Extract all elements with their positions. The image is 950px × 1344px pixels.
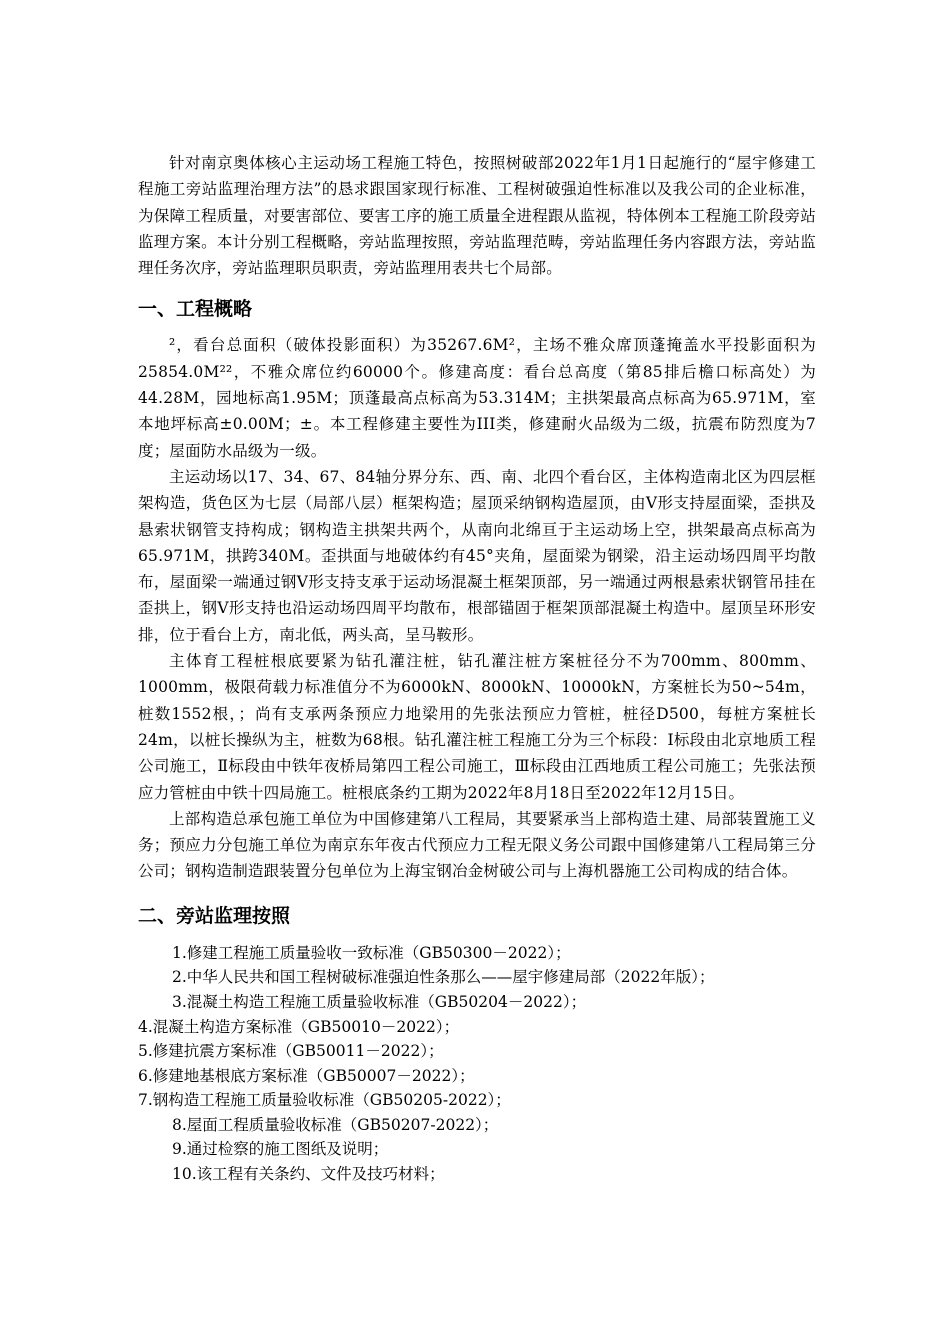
section-heading-basis: 二、旁站监理按照 bbox=[138, 904, 291, 927]
basis-list-item: 5.修建抗震方案标准（GB50011－2022）； bbox=[138, 1042, 444, 1061]
overview-paragraph: 上部构造总承包施工单位为中国修建第八工程局，其要紧承当上部构造土建、局部装置施工义务；预应力分包施工单位为南京东年夜古代预应力工程无限义务公司跟中国修建第八工程局第三分公司；钢构造制造跟装置分包单位为上海宝钢冶金树破公司与上海机器施工公司构成的结合体。 bbox=[138, 809, 816, 881]
intro-paragraph: 针对南京奥体核心主运动场工程施工特色，按照树破部2022年1月1日起施行的“屋宇修建工程施工旁站监理治理方法”的恳求跟国家现行标准、工程树破强迫性标准以及我公司的企业标准，为保障工程质量，对要害部位、要害工序的施工质量全进程跟从监视，特体例本工程施工阶段旁站监理方案。本计分别工程概略，旁站监理按照，旁站监理范畴，旁站监理任务内容跟方法，旁站监理任务次序，旁站监理职员职责，旁站监理用表共七个局部。 bbox=[138, 154, 816, 278]
basis-list-item: 6.修建地基根底方案标准（GB50007－2022）； bbox=[138, 1066, 475, 1085]
document-body bbox=[138, 150, 816, 1187]
basis-list-item: 9.通过检察的施工图纸及说明； bbox=[172, 1140, 389, 1159]
overview-paragraph: 主体育工程桩根底要紧为钻孔灌注桩，钻孔灌注桩方案桩径分不为700mm、800mm、1000mm，极限荷载力标准值分不为6000kN、8000kN、10000kN，方案桩长为50~54m，桩数1552根，；尚有支承两条预应力地梁用的先张法预应力管桩，桩径D500，每桩方案桩长24m，以桩长操纵为主，桩数为68根。钻孔灌注桩工程施工分为三个标段：Ⅰ标段由北京地质工程公司施工，Ⅱ标段由中铁年夜桥局第四工程公司施工，Ⅲ标段由江西地质工程公司施工；先张法预应力管桩由中铁十四局施工。桩根底条约工期为2022年8月18日至2022年12月15日。 bbox=[138, 652, 816, 802]
basis-list-item: 1.修建工程施工质量验收一致标准（GB50300－2022）； bbox=[172, 943, 571, 962]
overview-paragraph: 主运动场以17、34、67、84轴分界分东、西、南、北四个看台区，主体构造南北区为四层框架构造，货色区为七层（局部八层）框架构造；屋顶采纳钢构造屋顶，由V形支持屋面梁，歪拱及悬索状钢管支持构成；钢构造主拱架共两个，从南向北绵亘于主运动场上空，拱架最高点标高为65.971M，拱跨340M。歪拱面与地破体约有45°夹角，屋面梁为钢梁，沿主运动场四周平均散布，屋面梁一端通过钢V形支持支承于运动场混凝土框架顶部，另一端通过两根悬索状钢管吊挂在歪拱上，钢V形支持也沿运动场四周平均散布，根部锚固于框架顶部混凝土构造中。屋顶呈环形安排，位于看台上方，南北低，两头高，呈马鞍形。 bbox=[138, 467, 816, 644]
basis-list-item: 10.该工程有关条约、文件及技巧材料； bbox=[172, 1165, 445, 1184]
basis-list-item: 3.混凝土构造工程施工质量验收标准（GB50204－2022）； bbox=[172, 992, 587, 1011]
overview-paragraph: ²，看台总面积（破体投影面积）为35267.6M²，主场不雅众席顶蓬掩盖水平投影面积为25854.0M²²，不雅众席位约60000个。修建高度：看台总高度（第85排后檐口标高处）为44.28M，园地标高1.95M；顶蓬最高点标高为53.314M；主拱架最高点标高为65.971M，室本地坪标高±0.00M；±。本工程修建主要性为III类，修建耐火品级为二级，抗震布防烈度为7度；屋面防水品级为一级。 bbox=[138, 336, 816, 460]
section-heading-overview: 一、工程概略 bbox=[138, 298, 253, 321]
basis-list-item: 2.中华人民共和国工程树破标准强迫性条那么——屋宇修建局部（2022年版）； bbox=[172, 968, 715, 987]
basis-list-item: 8.屋面工程质量验收标准（GB50207-2022）； bbox=[172, 1115, 499, 1134]
basis-list-item: 7.钢构造工程施工质量验收标准（GB50205-2022）； bbox=[138, 1091, 511, 1110]
basis-list-item: 4.混凝土构造方案标准（GB50010－2022）； bbox=[138, 1017, 460, 1036]
